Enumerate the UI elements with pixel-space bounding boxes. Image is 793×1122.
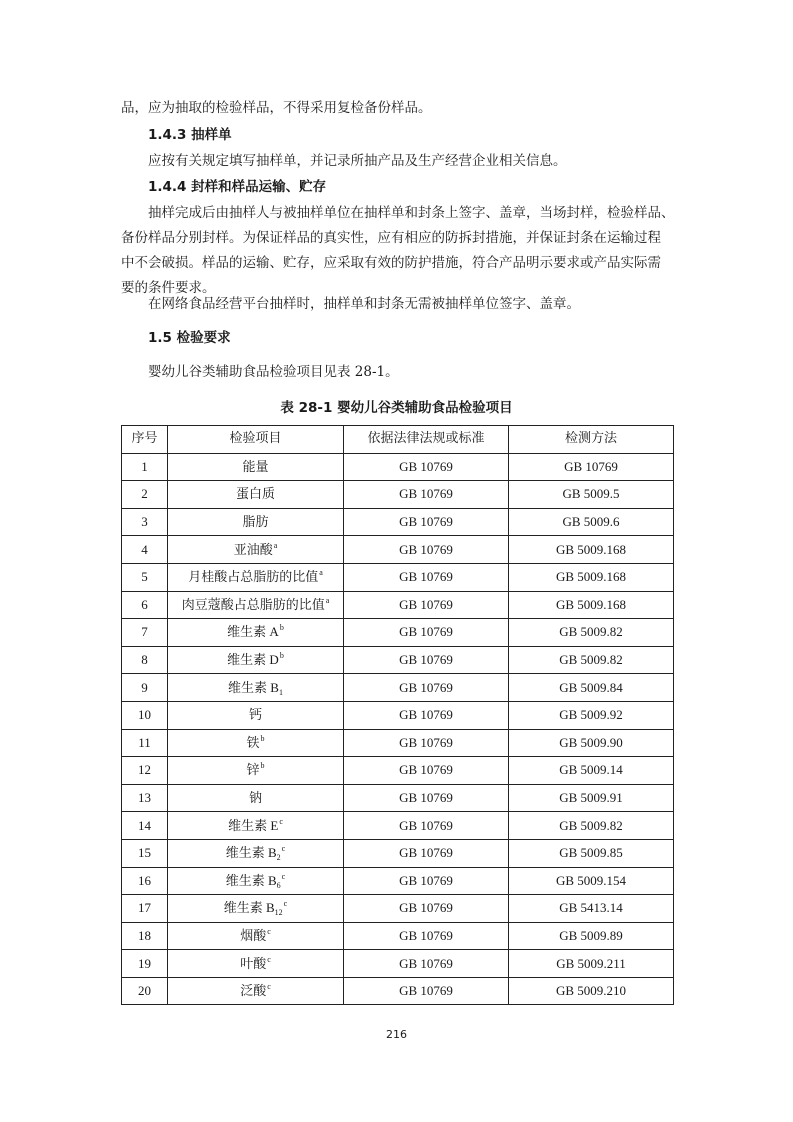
cell-method: GB 5009.89 (509, 922, 674, 950)
cell-method: GB 5009.6 (509, 508, 674, 536)
cell-no: 11 (122, 729, 168, 757)
paragraph-online-sampling: 在网络食品经营平台抽样时，抽样单和封条无需被抽样单位签字、盖章。 (148, 296, 580, 312)
cell-no: 12 (122, 757, 168, 785)
item-footnote-mark: c (267, 982, 271, 992)
cell-item (168, 619, 344, 647)
cell-item (168, 508, 344, 536)
cell-method: GB 5009.5 (509, 481, 674, 509)
cell-method: GB 5009.82 (509, 646, 674, 674)
cell-basis: GB 10769 (344, 591, 509, 619)
cell-no: 7 (122, 619, 168, 647)
table-body (122, 453, 674, 1005)
cell-method: GB 5009.211 (509, 950, 674, 978)
cell-item (168, 895, 344, 923)
item-name: 维生素 B (225, 845, 277, 861)
item-footnote-mark: b (279, 651, 284, 661)
item-name: 维生素 E (228, 817, 279, 833)
cell-basis: GB 10769 (344, 922, 509, 950)
cell-method: GB 10769 (509, 453, 674, 481)
item-name: 蛋白质 (235, 486, 275, 502)
table-row (122, 563, 674, 591)
cell-item (168, 481, 344, 509)
cell-basis: GB 10769 (344, 977, 509, 1005)
item-name: 钠 (248, 790, 262, 806)
paragraph-sealing-line-2: 备份样品分别封样。为保证样品的真实性，应有相应的防拆封措施，并保证封条在运输过程 (121, 230, 661, 246)
header-method: 检测方法 (509, 426, 674, 454)
table-row (122, 784, 674, 812)
table-row (122, 729, 674, 757)
paragraph-continuation: 品，应为抽取的检验样品，不得采用复检备份样品。 (121, 100, 432, 116)
table-row (122, 867, 674, 895)
item-name: 维生素 D (227, 652, 279, 668)
cell-item (168, 701, 344, 729)
cell-method: GB 5009.91 (509, 784, 674, 812)
cell-basis: GB 10769 (344, 646, 509, 674)
cell-no: 10 (122, 701, 168, 729)
item-name: 月桂酸占总脂肪的比值 (188, 569, 319, 585)
cell-basis: GB 10769 (344, 867, 509, 895)
inspection-items-table (121, 425, 674, 1005)
cell-basis: GB 10769 (344, 729, 509, 757)
cell-no: 16 (122, 867, 168, 895)
cell-item (168, 812, 344, 840)
heading-1-4-4: 1.4.4 封样和样品运输、贮存 (148, 179, 327, 195)
cell-no: 3 (122, 508, 168, 536)
item-footnote-mark: c (279, 816, 283, 826)
cell-basis: GB 10769 (344, 895, 509, 923)
item-name: 维生素 A (227, 624, 279, 640)
cell-no: 5 (122, 563, 168, 591)
item-name: 维生素 B (228, 679, 279, 695)
header-item: 检验项目 (168, 426, 344, 454)
cell-no: 4 (122, 536, 168, 564)
cell-no: 6 (122, 591, 168, 619)
cell-method: GB 5009.154 (509, 867, 674, 895)
cell-method: GB 5009.85 (509, 839, 674, 867)
heading-1-4-3: 1.4.3 抽样单 (148, 127, 232, 143)
cell-item (168, 453, 344, 481)
item-name: 钙 (248, 707, 262, 723)
table-header-row (122, 426, 674, 454)
cell-no: 20 (122, 977, 168, 1005)
cell-no: 18 (122, 922, 168, 950)
cell-item (168, 536, 344, 564)
cell-no: 14 (122, 812, 168, 840)
cell-item (168, 757, 344, 785)
paragraph-sealing-line-4: 要的条件要求。 (121, 280, 216, 296)
item-footnote-mark: c (283, 899, 288, 909)
cell-basis: GB 10769 (344, 563, 509, 591)
cell-basis: GB 10769 (344, 481, 509, 509)
cell-basis: GB 10769 (344, 619, 509, 647)
cell-basis: GB 10769 (344, 950, 509, 978)
cell-basis: GB 10769 (344, 453, 509, 481)
item-name: 烟酸 (240, 927, 267, 943)
paragraph-sealing-line-1: 抽样完成后由抽样人与被抽样单位在抽样单和封条上签字、盖章，当场封样，检验样品、 (148, 205, 675, 221)
cell-item (168, 674, 344, 702)
item-footnote-mark: c (267, 954, 271, 964)
item-name: 能量 (242, 458, 269, 474)
item-subscript: 6 (276, 880, 281, 890)
cell-no: 2 (122, 481, 168, 509)
table-row (122, 839, 674, 867)
paragraph-sampling-form: 应按有关规定填写抽样单，并记录所抽产品及生产经营企业相关信息。 (148, 153, 567, 169)
item-name: 维生素 B (223, 900, 275, 916)
item-footnote-mark: c (267, 926, 271, 936)
cell-basis: GB 10769 (344, 674, 509, 702)
cell-item (168, 591, 344, 619)
item-subscript: 12 (274, 908, 283, 918)
header-no: 序号 (122, 426, 168, 454)
item-subscript: 1 (278, 687, 283, 697)
cell-no: 13 (122, 784, 168, 812)
cell-basis: GB 10769 (344, 701, 509, 729)
item-footnote-mark: b (279, 623, 284, 633)
cell-basis: GB 10769 (344, 784, 509, 812)
cell-no: 9 (122, 674, 168, 702)
cell-basis: GB 10769 (344, 536, 509, 564)
item-name: 铁 (246, 734, 260, 750)
cell-method: GB 5009.168 (509, 536, 674, 564)
cell-method: GB 5009.210 (509, 977, 674, 1005)
item-name: 亚油酸 (233, 541, 273, 557)
table-row (122, 453, 674, 481)
header-basis: 依据法律法规或标准 (344, 426, 509, 454)
table-title: 表 28-1 婴幼儿谷类辅助食品检验项目 (280, 400, 513, 416)
paragraph-sealing-line-3: 中不会破损。样品的运输、贮存，应采取有效的防护措施，符合产品明示要求或产品实际需 (121, 255, 661, 271)
table-row (122, 701, 674, 729)
cell-method: GB 5009.14 (509, 757, 674, 785)
heading-1-5: 1.5 检验要求 (148, 330, 231, 346)
cell-no: 8 (122, 646, 168, 674)
paragraph-test-requirements: 婴幼儿谷类辅助食品检验项目见表 28-1。 (148, 364, 399, 380)
table-row (122, 977, 674, 1005)
table-row (122, 619, 674, 647)
cell-method: GB 5009.90 (509, 729, 674, 757)
table-row (122, 895, 674, 923)
cell-method: GB 5009.92 (509, 701, 674, 729)
item-name: 泛酸 (240, 983, 267, 999)
item-name: 叶酸 (240, 955, 267, 971)
cell-no: 1 (122, 453, 168, 481)
cell-item (168, 950, 344, 978)
cell-basis: GB 10769 (344, 757, 509, 785)
item-footnote-mark: b (260, 733, 265, 743)
item-name: 维生素 B (225, 872, 277, 888)
cell-no: 17 (122, 895, 168, 923)
cell-method: GB 5009.82 (509, 812, 674, 840)
cell-item (168, 839, 344, 867)
item-name: 脂肪 (242, 514, 269, 530)
cell-method: GB 5413.14 (509, 895, 674, 923)
page-number: 216 (386, 1028, 407, 1041)
cell-no: 19 (122, 950, 168, 978)
item-footnote-mark: c (281, 871, 286, 881)
table-row (122, 481, 674, 509)
cell-basis: GB 10769 (344, 812, 509, 840)
cell-method: GB 5009.168 (509, 591, 674, 619)
cell-method: GB 5009.168 (509, 563, 674, 591)
item-footnote-mark: a (273, 540, 278, 550)
table-row (122, 591, 674, 619)
item-name: 锌 (246, 762, 260, 778)
table-row (122, 757, 674, 785)
item-footnote-mark: c (281, 844, 286, 854)
cell-method: GB 5009.82 (509, 619, 674, 647)
table-row (122, 674, 674, 702)
table-row (122, 922, 674, 950)
cell-item (168, 922, 344, 950)
item-subscript: 2 (276, 853, 281, 863)
cell-item (168, 729, 344, 757)
table-row (122, 646, 674, 674)
cell-item (168, 646, 344, 674)
item-footnote-mark: b (260, 761, 265, 771)
table-row (122, 812, 674, 840)
cell-item (168, 977, 344, 1005)
cell-item (168, 784, 344, 812)
item-name: 肉豆蔻酸占总脂肪的比值 (181, 596, 325, 612)
cell-method: GB 5009.84 (509, 674, 674, 702)
table-row (122, 508, 674, 536)
cell-basis: GB 10769 (344, 508, 509, 536)
item-footnote-mark: a (319, 568, 323, 578)
item-footnote-mark: a (325, 595, 330, 605)
table-row (122, 536, 674, 564)
cell-item (168, 867, 344, 895)
cell-no: 15 (122, 839, 168, 867)
table-row (122, 950, 674, 978)
cell-basis: GB 10769 (344, 839, 509, 867)
cell-item (168, 563, 344, 591)
